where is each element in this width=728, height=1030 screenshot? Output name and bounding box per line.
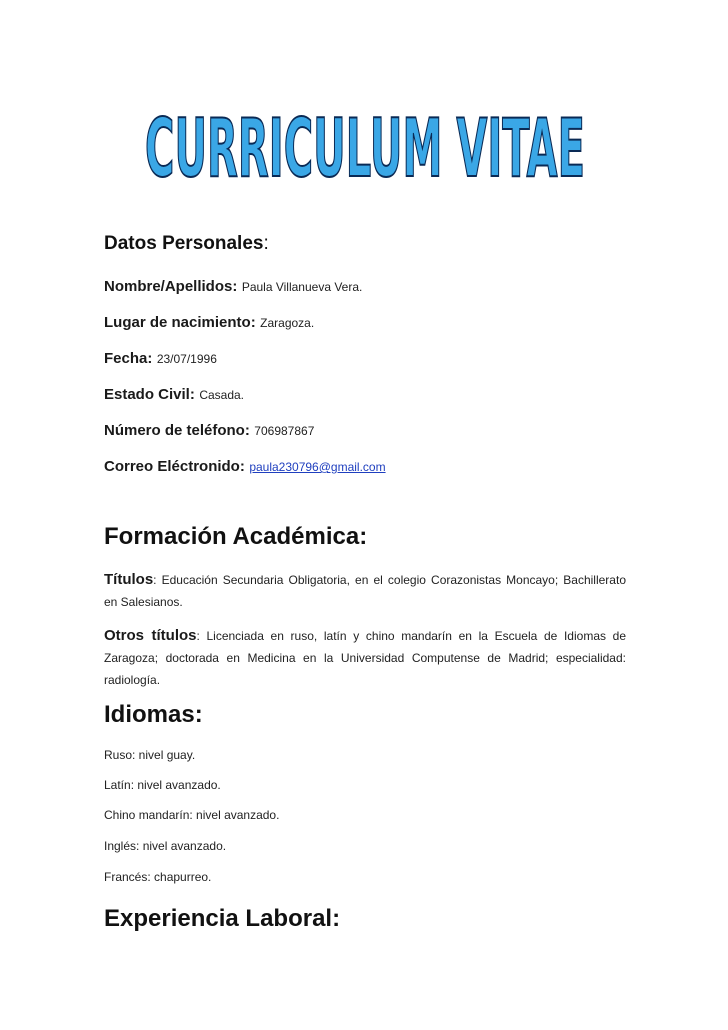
idioma-item: Inglés: nivel avanzado. — [104, 839, 227, 853]
idiomas-heading: Idiomas: — [104, 701, 203, 728]
email-link[interactable]: paula230796@gmail.com — [249, 460, 386, 474]
correo-row: Correo Eléctronido: paula230796@gmail.com — [104, 458, 386, 475]
wordart-title: CURRICULUM VITAE — [145, 102, 585, 186]
titulos-paragraph: Títulos: Educación Secundaria Obligatoria, en el colegio Corazonistas Moncayo; Bachillerato en Salesianos. — [104, 571, 626, 609]
idioma-item: Francés: chapurreo. — [104, 870, 212, 884]
fecha-row: Fecha: 23/07/1996 — [104, 350, 217, 367]
telefono-row: Número de teléfono: 706987867 — [104, 422, 315, 439]
idioma-item: Latín: nivel avanzado. — [104, 778, 221, 792]
formacion-heading: Formación Académica: — [104, 523, 368, 550]
datos-personales-heading: Datos Personales: — [104, 233, 269, 254]
estado-civil-row: Estado Civil: Casada. — [104, 386, 245, 403]
nombre-row: Nombre/Apellidos: Paula Villanueva Vera. — [104, 278, 363, 295]
lugar-row: Lugar de nacimiento: Zaragoza. — [104, 314, 315, 331]
experiencia-laboral-heading: Experiencia Laboral: — [104, 905, 341, 932]
idioma-item: Chino mandarín: nivel avanzado. — [104, 808, 280, 822]
otros-titulos-paragraph: Otros títulos: Licenciada en ruso, latín y chino mandarín en la Escuela de Idiomas de Zaragoza; doctorada en Medicina en la Universidad Computense de Madrid; especialidad: radiología. — [104, 627, 626, 687]
curriculum-vitae-wordart — [140, 78, 590, 186]
idioma-item: Ruso: nivel guay. — [104, 748, 196, 762]
